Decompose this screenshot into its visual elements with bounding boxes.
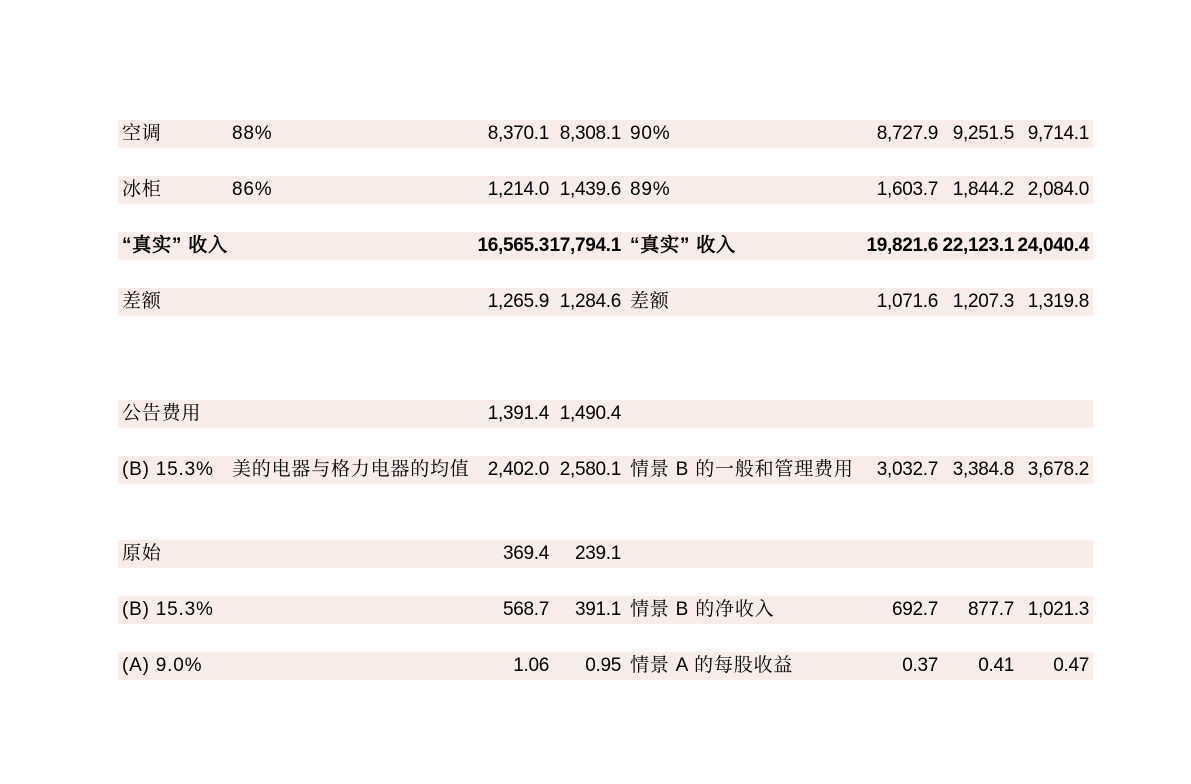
- cell-label3: “真实” 收入: [630, 235, 736, 256]
- cell-num3: 1,071.6: [876, 291, 938, 312]
- cell-num2: 1,284.6: [559, 291, 621, 312]
- cell-num3: 692.7: [891, 599, 938, 620]
- cell-num5: 3,678.2: [1027, 459, 1089, 480]
- cell-label3: 89%: [630, 179, 671, 200]
- cell-num1: 568.7: [502, 599, 549, 620]
- cell-num1: 1,265.9: [487, 291, 549, 312]
- table-row: [118, 232, 1093, 260]
- cell-num1: 8,370.1: [487, 123, 549, 144]
- cell-num2: 2,580.1: [559, 459, 621, 480]
- cell-label1: (A) 9.0%: [122, 655, 203, 676]
- cell-num5: 1,021.3: [1027, 599, 1089, 620]
- cell-num2: 391.1: [574, 599, 621, 620]
- cell-num5: 0.47: [1053, 655, 1089, 676]
- cell-label1: 原始: [122, 543, 162, 564]
- cell-num1: 1.06: [513, 655, 549, 676]
- table-row: [118, 652, 1093, 680]
- table-row: [118, 288, 1093, 316]
- cell-num4: 1,207.3: [952, 291, 1014, 312]
- table-row: [118, 176, 1093, 204]
- cell-label1: 公告费用: [122, 403, 202, 424]
- cell-label3: 情景 B 的净收入: [630, 599, 775, 620]
- cell-num5: 9,714.1: [1027, 123, 1089, 144]
- cell-num5: 1,319.8: [1027, 291, 1089, 312]
- cell-num1: 2,402.0: [487, 459, 549, 480]
- cell-num2: 1,439.6: [559, 179, 621, 200]
- cell-label3: 情景 B 的一般和管理费用: [630, 459, 854, 480]
- cell-num3: 1,603.7: [876, 179, 938, 200]
- cell-label1: (B) 15.3%: [122, 599, 214, 620]
- cell-num3: 0.37: [902, 655, 938, 676]
- cell-num1: 1,214.0: [487, 179, 549, 200]
- cell-label3: 差额: [630, 291, 670, 312]
- cell-num3: 8,727.9: [876, 123, 938, 144]
- cell-num2: 8,308.1: [559, 123, 621, 144]
- cell-label1: 冰柜: [122, 179, 162, 200]
- cell-num4: 3,384.8: [952, 459, 1014, 480]
- cell-num3: 3,032.7: [876, 459, 938, 480]
- table-row: [118, 400, 1093, 428]
- cell-label1: 空调: [122, 123, 162, 144]
- cell-num4: 877.7: [967, 599, 1014, 620]
- cell-label1: 差额: [122, 291, 162, 312]
- cell-num1: 369.4: [502, 543, 549, 564]
- cell-num2: 239.1: [574, 543, 621, 564]
- cell-num2: 17,794.1: [549, 235, 621, 256]
- table-row: [118, 456, 1093, 484]
- cell-num1: 16,565.3: [477, 235, 549, 256]
- cell-num4: 9,251.5: [952, 123, 1014, 144]
- cell-num4: 0.41: [978, 655, 1014, 676]
- cell-num4: 1,844.2: [952, 179, 1014, 200]
- cell-num4: 22,123.1: [942, 235, 1014, 256]
- table-row: [118, 596, 1093, 624]
- cell-num2: 1,490.4: [559, 403, 621, 424]
- table-row: [118, 540, 1093, 568]
- cell-num2: 0.95: [585, 655, 621, 676]
- table-row: [118, 120, 1093, 148]
- cell-num3: 19,821.6: [866, 235, 938, 256]
- cell-num5: 24,040.4: [1017, 235, 1089, 256]
- cell-label1: (B) 15.3%: [122, 459, 214, 480]
- cell-label2: 86%: [232, 179, 273, 200]
- cell-label2: 美的电器与格力电器的均值: [232, 459, 470, 480]
- cell-label3: 情景 A 的每股收益: [630, 655, 794, 676]
- cell-label1: “真实” 收入: [122, 235, 228, 256]
- cell-num1: 1,391.4: [487, 403, 549, 424]
- cell-label3: 90%: [630, 123, 671, 144]
- cell-label2: 88%: [232, 123, 273, 144]
- cell-num5: 2,084.0: [1027, 179, 1089, 200]
